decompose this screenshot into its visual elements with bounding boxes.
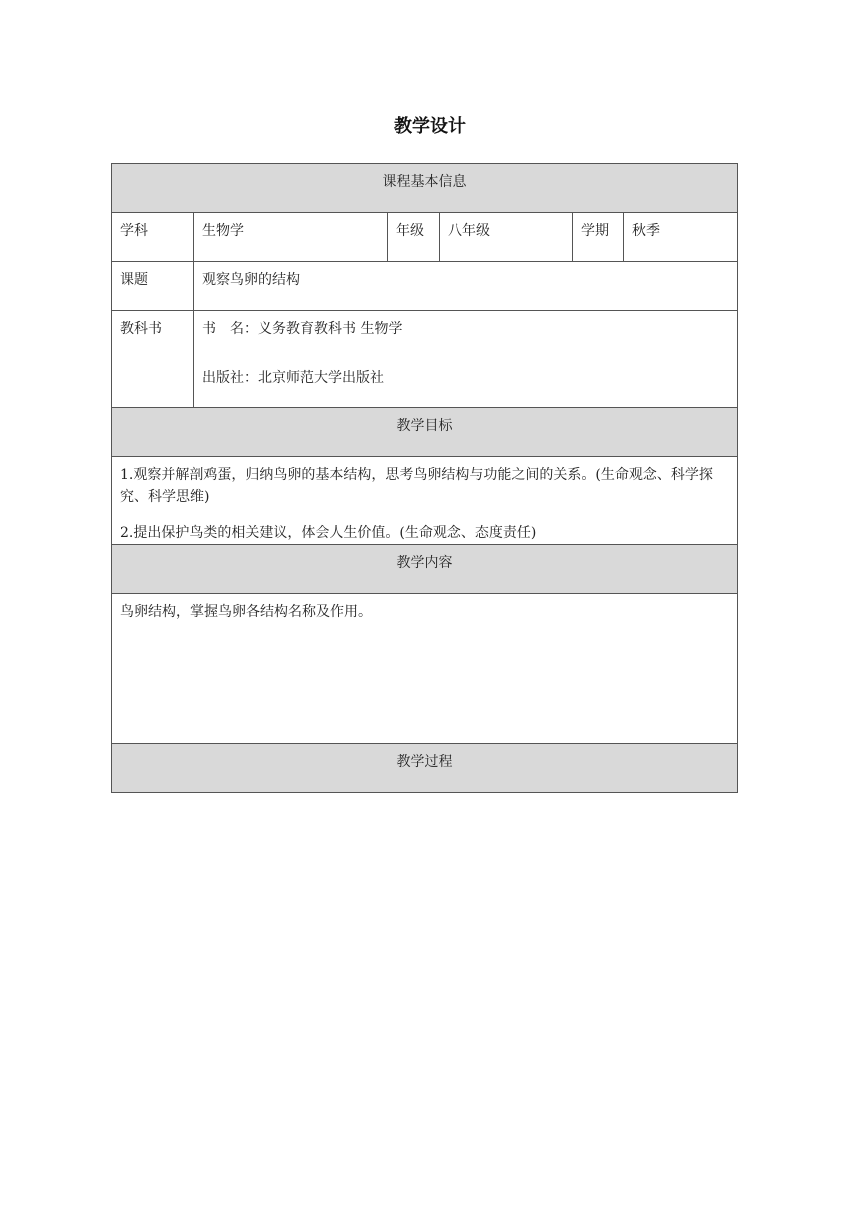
textbook-publisher: 出版社：北京师范大学出版社	[202, 370, 384, 386]
textbook-label: 教科书	[112, 311, 194, 408]
objective-item: 2.提出保护鸟类的相关建议，体会人生价值。(生命观念、态度责任)	[120, 525, 537, 541]
section-objectives: 教学目标	[112, 408, 738, 457]
term-value: 秋季	[624, 213, 738, 262]
subject-label: 学科	[112, 213, 194, 262]
objective-item: 1.观察并解剖鸡蛋，归纳鸟卵的基本结构，思考鸟卵结构与功能之间的关系。(生命观念、科学探究、科学思维)	[120, 467, 713, 505]
section-basic-info: 课程基本信息	[112, 164, 738, 213]
lesson-design-table	[111, 163, 738, 793]
topic-label: 课题	[112, 262, 194, 311]
grade-label: 年级	[388, 213, 440, 262]
section-content: 教学内容	[112, 545, 738, 594]
objectives-list	[112, 457, 738, 545]
textbook-info	[194, 311, 738, 408]
grade-value: 八年级	[440, 213, 573, 262]
topic-value: 观察鸟卵的结构	[194, 262, 738, 311]
page-title: 教学设计	[394, 116, 466, 137]
term-label: 学期	[573, 213, 624, 262]
textbook-name: 书 名：义务教育教科书 生物学	[202, 321, 403, 337]
section-process: 教学过程	[112, 744, 738, 793]
content-text: 鸟卵结构，掌握鸟卵各结构名称及作用。	[112, 594, 738, 744]
subject-value: 生物学	[194, 213, 388, 262]
